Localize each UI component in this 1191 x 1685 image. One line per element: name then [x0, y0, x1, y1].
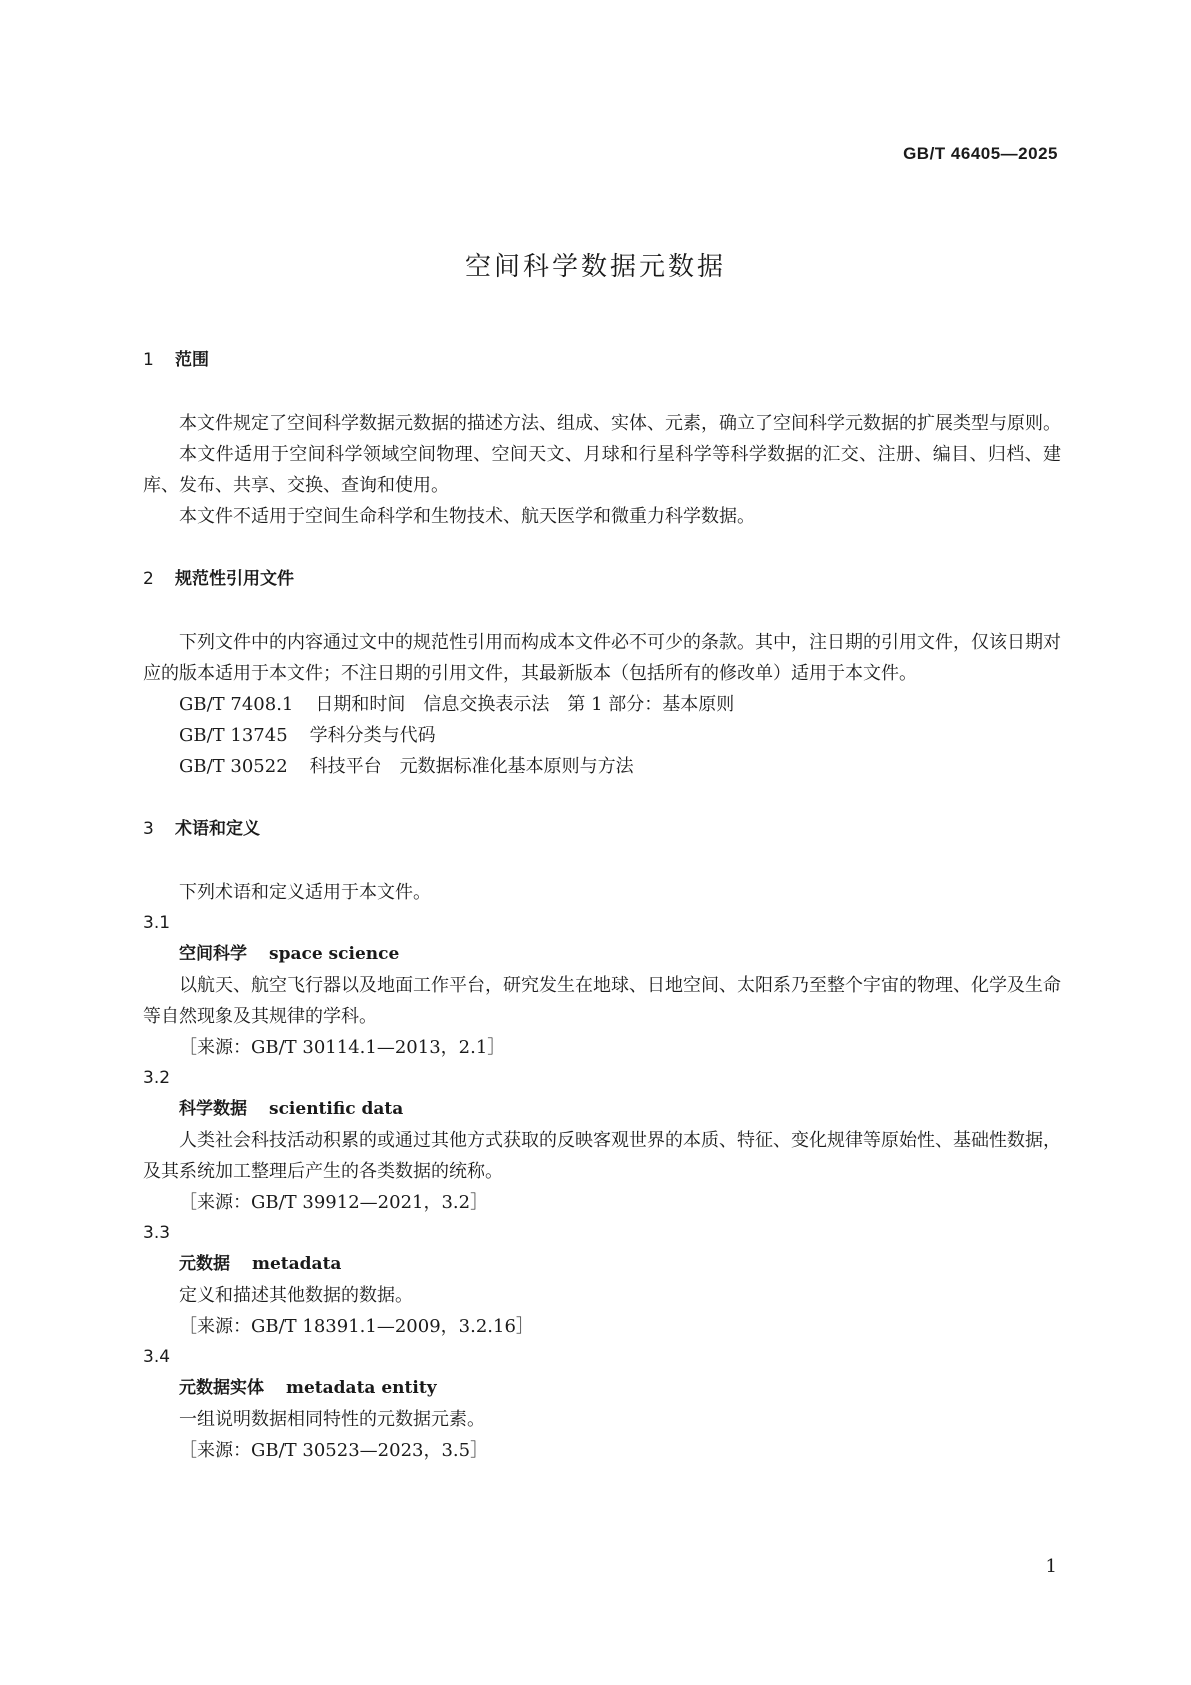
page-number: 1	[1045, 1556, 1057, 1577]
term-number: 3.3	[143, 1223, 171, 1243]
term-number: 3.1	[143, 913, 171, 933]
section-title: 术语和定义	[175, 819, 260, 839]
section-number: 1	[143, 350, 154, 370]
section-heading-terms	[143, 814, 1061, 844]
term-definition: 一组说明数据相同特性的元数据元素。	[179, 1409, 485, 1430]
reference-title: 学科分类与代码	[309, 725, 436, 746]
term-en: space science	[269, 944, 400, 964]
reference-title: 日期和时间 信息交换表示法 第 1 部分：基本原则	[315, 694, 735, 715]
references-intro: 下列文件中的内容通过文中的规范性引用而构成本文件必不可少的条款。其中，注日期的引用文件，仅该日期对应的版本适用于本文件；不注日期的引用文件，其最新版本（包括所有的修改单）适用于本文件。	[143, 632, 1061, 684]
section-title: 范围	[175, 350, 209, 370]
term-definition: 人类社会科技活动积累的或通过其他方式获取的反映客观世界的本质、特征、变化规律等原始性、基础性数据，及其系统加工整理后产生的各类数据的统称。	[143, 1130, 1061, 1182]
term-cn: 元数据	[179, 1254, 230, 1274]
term-source: ［来源：GB/T 30114.1—2013，2.1］	[179, 1037, 506, 1058]
term-source: ［来源：GB/T 30523—2023，3.5］	[179, 1440, 489, 1461]
reference-code: GB/T 30522	[179, 756, 288, 777]
term-definition: 以航天、航空飞行器以及地面工作平台，研究发生在地球、日地空间、太阳系乃至整个宇宙的物理、化学及生命等自然现象及其规律的学科。	[143, 975, 1061, 1027]
term-source: ［来源：GB/T 39912—2021，3.2］	[179, 1192, 489, 1213]
term-number: 3.4	[143, 1347, 171, 1367]
term-en: metadata entity	[286, 1378, 437, 1398]
reference-item	[143, 720, 1061, 751]
section-title: 规范性引用文件	[175, 569, 294, 589]
term-number: 3.2	[143, 1068, 171, 1088]
term-source: ［来源：GB/T 18391.1—2009，3.2.16］	[179, 1316, 534, 1337]
scope-paragraph: 本文件不适用于空间生命科学和生物技术、航天医学和微重力科学数据。	[179, 506, 755, 527]
reference-item	[143, 751, 1061, 782]
standard-code: GB/T 46405—2025	[903, 144, 1058, 163]
term-en: scientific data	[269, 1099, 404, 1119]
section-number: 2	[143, 569, 154, 589]
term-name	[143, 1373, 1061, 1404]
reference-item	[143, 689, 1061, 720]
term-definition: 定义和描述其他数据的数据。	[179, 1285, 413, 1306]
term-name	[143, 1094, 1061, 1125]
reference-code: GB/T 7408.1	[179, 694, 294, 715]
term-name	[143, 1249, 1061, 1280]
term-cn: 空间科学	[179, 944, 247, 964]
term-name	[143, 939, 1061, 970]
term-en: metadata	[252, 1254, 342, 1274]
reference-title: 科技平台 元数据标准化基本原则与方法	[309, 756, 634, 777]
reference-code: GB/T 13745	[179, 725, 288, 746]
terms-intro: 下列术语和定义适用于本文件。	[179, 882, 431, 903]
document-title: 空间科学数据元数据	[464, 252, 726, 282]
scope-paragraph: 本文件适用于空间科学领域空间物理、空间天文、月球和行星科学等科学数据的汇交、注册、编目、归档、建库、发布、共享、交换、查询和使用。	[143, 444, 1061, 496]
term-cn: 科学数据	[179, 1099, 247, 1119]
section-number: 3	[143, 819, 154, 839]
term-cn: 元数据实体	[179, 1378, 264, 1398]
section-heading-scope	[143, 345, 1061, 375]
document-body	[143, 345, 1061, 1466]
scope-paragraph: 本文件规定了空间科学数据元数据的描述方法、组成、实体、元素，确立了空间科学元数据的扩展类型与原则。	[179, 413, 1061, 434]
section-heading-normative-references	[143, 564, 1061, 594]
